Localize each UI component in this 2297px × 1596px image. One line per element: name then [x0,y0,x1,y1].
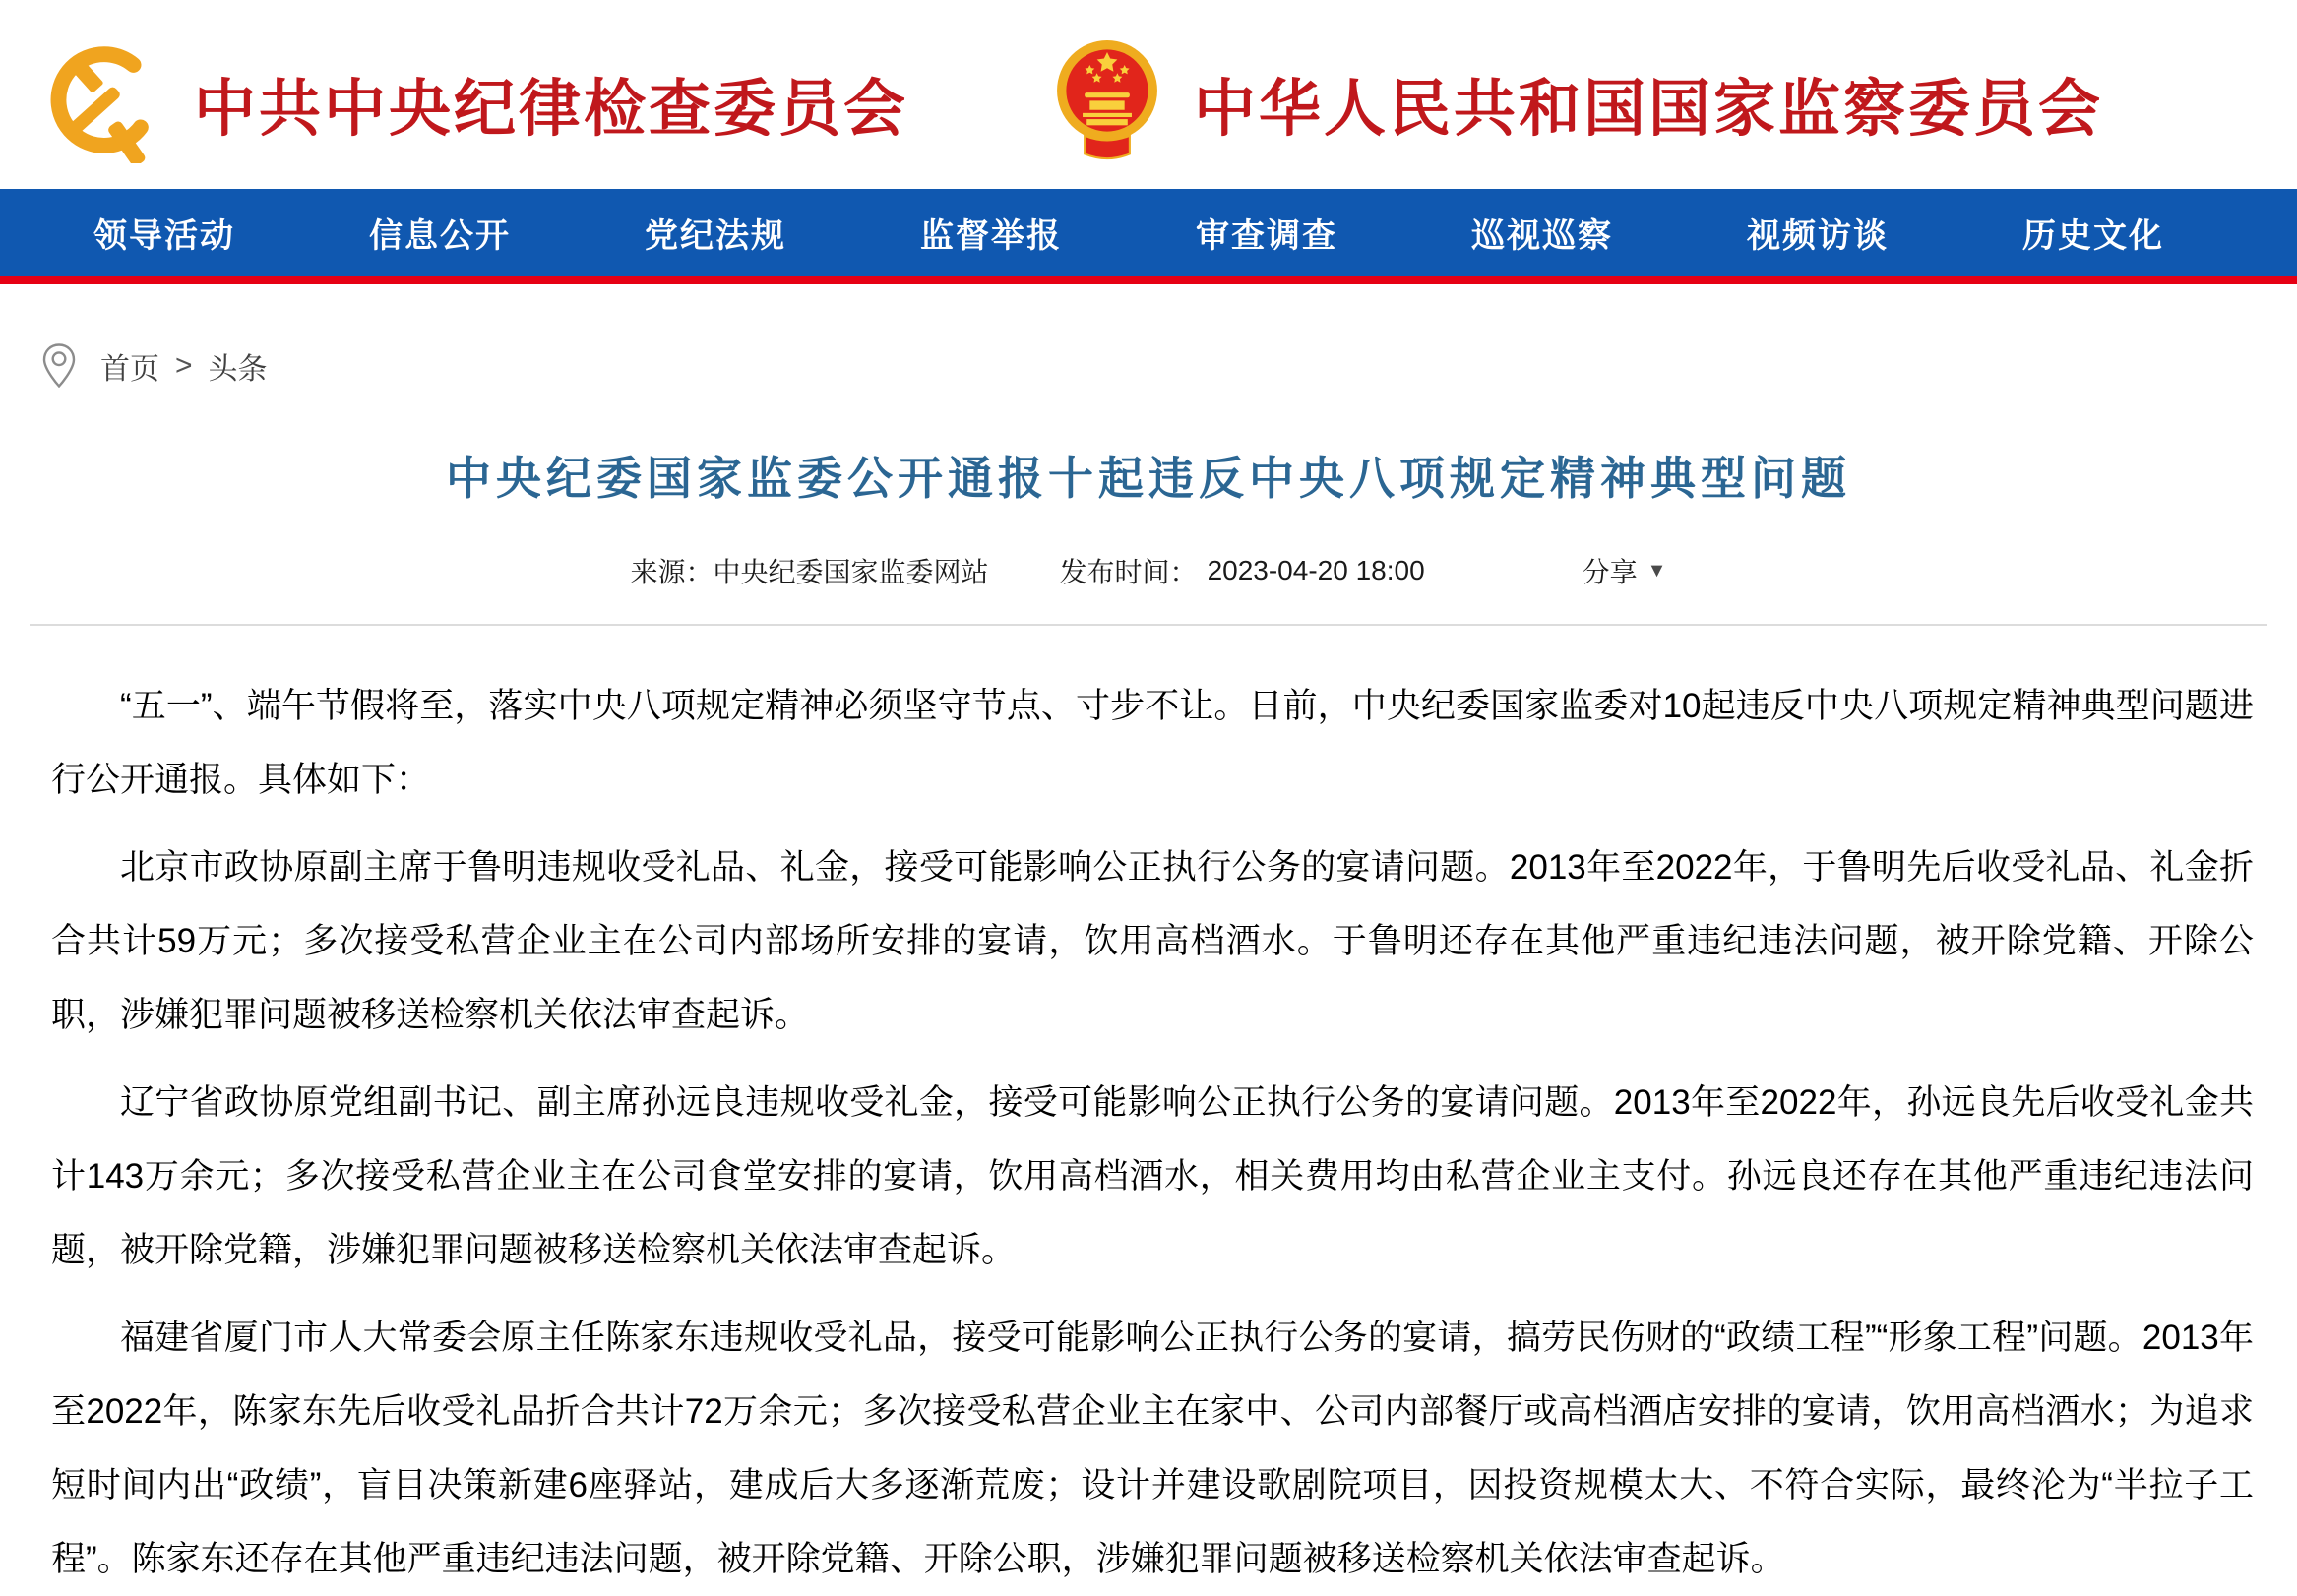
national-emblem-icon [1056,39,1158,168]
breadcrumb-current-link[interactable]: 头条 [208,352,268,386]
publish-time-value: 2023-04-20 18:00 [1207,555,1425,585]
article-meta [0,551,2297,590]
nav-item-information-disclosure[interactable]: 信息公开 [369,216,511,255]
hammer-sickle-icon [39,43,172,163]
location-pin-icon [41,343,77,388]
breadcrumb [41,343,2297,388]
article-paragraph: 北京市政协原副主席于鲁明违规收受礼品、礼金，接受可能影响公正执行公务的宴请问题。2013年至2022年，于鲁明先后收受礼品、礼金折合共计59万元；多次接受私营企业主在公司内部场所安排的宴请，饮用高档酒水。于鲁明还存在其他严重违纪违法问题，被开除党籍、开除公职，涉嫌犯罪问题被移送检察机关依法审查起诉。 [51,848,2254,1034]
publish-time-label: 发布时间： [1059,557,1198,587]
nav-item-video-interviews[interactable]: 视频访谈 [1747,216,1889,255]
nsc-brand-logo[interactable] [1056,39,2103,168]
breadcrumb-home-link[interactable]: 首页 [100,352,159,386]
chevron-down-icon: ▼ [1646,559,1667,582]
accent-stripe [0,276,2297,284]
main-navigation [0,189,2297,276]
site-header [0,0,2297,189]
article-source: 来源：中央纪委国家监委网站 [630,557,989,587]
share-label: 分享 [1582,557,1638,587]
article-paragraph: “五一”、端午节假将至，落实中央八项规定精神必须坚守节点、寸步不让。日前，中央纪委国家监委对10起违反中央八项规定精神典型问题进行公开通报。具体如下： [51,687,2254,799]
ccdi-title: 中共中央纪律检查委员会 [194,74,908,144]
nav-item-history-culture[interactable]: 历史文化 [2022,216,2164,255]
article-body [0,626,2297,1596]
nav-item-inspection-patrol[interactable]: 巡视巡察 [1471,216,1613,255]
article-title: 中央纪委国家监委公开通报十起违反中央八项规定精神典型问题 [446,453,1851,504]
ccdi-brand-logo[interactable] [39,43,908,163]
nav-item-review-investigation[interactable]: 审查调查 [1196,216,1337,255]
article-paragraph: 福建省厦门市人大常委会原主任陈家东违规收受礼品，接受可能影响公正执行公务的宴请，搞劳民伤财的“政绩工程”“形象工程”问题。2013年至2022年，陈家东先后收受礼品折合共计72万余元；多次接受私营企业主在家中、公司内部餐厅或高档酒店安排的宴请，饮用高档酒水；为追求短时间内出“政绩”，盲目决策新建6座驿站，建成后大多逐渐荒废；设计并建设歌剧院项目，因投资规模太大、不符合实际，最终沦为“半拉子工程”。陈家东还存在其他严重违纪违法问题，被开除党籍、开除公职，涉嫌犯罪问题被移送检察机关依法审查起诉。 [51,1319,2254,1578]
nav-item-leader-activities[interactable]: 领导活动 [93,216,235,255]
article-paragraph: 辽宁省政协原党组副书记、副主席孙远良违规收受礼金，接受可能影响公正执行公务的宴请问题。2013年至2022年，孙远良先后收受礼金共计143万余元；多次接受私营企业主在公司食堂安排的宴请，饮用高档酒水，相关费用均由私营企业主支付。孙远良还存在其他严重违纪违法问题，被开除党籍，涉嫌犯罪问题被移送检察机关依法审查起诉。 [51,1083,2254,1269]
nsc-title: 中华人民共和国国家监察委员会 [1194,74,2103,144]
nav-item-party-discipline-rules[interactable]: 党纪法规 [645,216,786,255]
breadcrumb-separator: > [175,348,193,382]
share-button[interactable] [1583,551,1667,590]
nav-item-supervision-reporting[interactable]: 监督举报 [920,216,1062,255]
article-main [0,443,2297,1596]
